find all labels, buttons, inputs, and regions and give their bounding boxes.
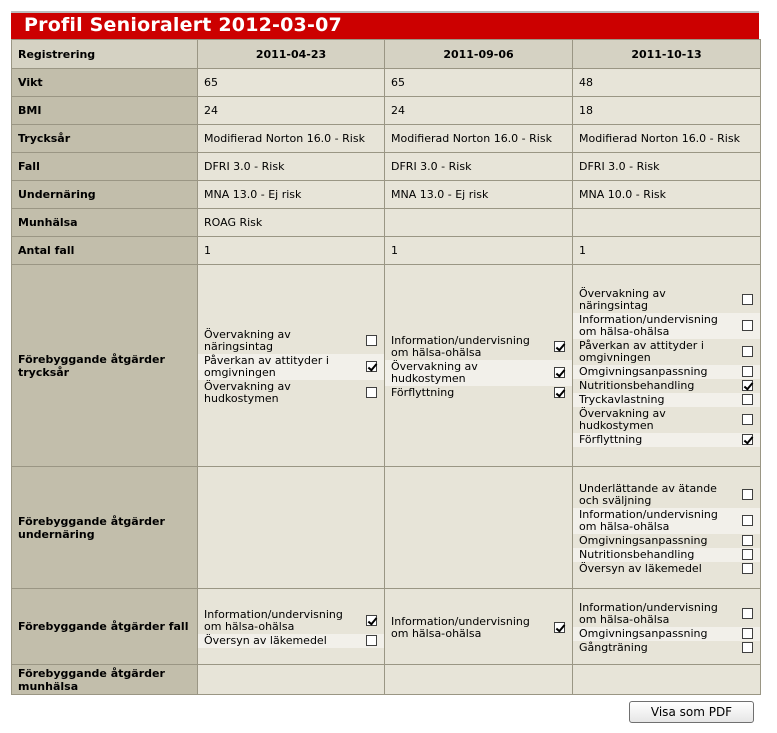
measure-checkbox[interactable] <box>742 346 753 357</box>
row-vikt <box>12 69 761 97</box>
measure-list <box>204 326 378 406</box>
measure-checkbox[interactable] <box>742 515 753 526</box>
row-antal-fall <box>12 237 761 265</box>
cell-value <box>385 209 573 237</box>
measure-checkbox[interactable] <box>742 294 753 305</box>
row-label: BMI <box>12 97 198 125</box>
measure-item <box>391 386 566 400</box>
profile-table <box>11 39 761 695</box>
measure-label: Tryckavlastning <box>579 392 665 406</box>
cell-value: 48 <box>573 69 761 97</box>
measure-list <box>391 679 566 681</box>
measure-label: Omgivningsanpassning <box>579 364 708 378</box>
measure-label: Omgivningsanpassning <box>579 626 708 640</box>
measure-checkbox[interactable] <box>742 535 753 546</box>
row-bmi <box>12 97 761 125</box>
measure-checkbox[interactable] <box>366 615 377 626</box>
header-registration: Registrering <box>12 40 198 69</box>
measures-cell <box>198 467 385 589</box>
measure-list <box>579 599 754 655</box>
row-measures-fall <box>12 589 761 665</box>
cell-value: Modifierad Norton 16.0 - Risk <box>573 125 761 153</box>
row-label: Fall <box>12 153 198 181</box>
header-date-2: 2011-09-06 <box>385 40 573 69</box>
measure-checkbox[interactable] <box>742 628 753 639</box>
measure-item <box>204 380 378 406</box>
measure-item <box>204 328 378 354</box>
measure-item <box>198 354 384 380</box>
cell-value: MNA 10.0 - Risk <box>573 181 761 209</box>
measure-item <box>579 287 754 313</box>
measure-checkbox[interactable] <box>742 394 753 405</box>
measures-cell <box>573 589 761 665</box>
measure-item <box>573 313 760 339</box>
row-undernaring <box>12 181 761 209</box>
row-label: Undernäring <box>12 181 198 209</box>
measure-item <box>579 407 754 433</box>
measure-list <box>391 527 566 529</box>
row-label: Trycksår <box>12 125 198 153</box>
measure-item <box>573 433 760 447</box>
row-label: Förebyggande åtgärder trycksår <box>12 265 198 467</box>
measures-cell <box>385 665 573 695</box>
measure-item <box>391 334 566 360</box>
measure-checkbox[interactable] <box>554 367 565 378</box>
row-label: Antal fall <box>12 237 198 265</box>
measures-cell <box>385 589 573 665</box>
cell-value: 1 <box>573 237 761 265</box>
measure-checkbox[interactable] <box>554 622 565 633</box>
measure-item <box>573 508 760 534</box>
measure-list <box>579 679 754 681</box>
measure-label: Övervakning av näringsintag <box>204 327 291 353</box>
cell-value: DFRI 3.0 - Risk <box>198 153 385 181</box>
measure-checkbox[interactable] <box>742 434 753 445</box>
header-date-1: 2011-04-23 <box>198 40 385 69</box>
measure-checkbox[interactable] <box>742 489 753 500</box>
row-measures-munhalsa <box>12 665 761 695</box>
row-label: Vikt <box>12 69 198 97</box>
measure-item <box>198 634 384 648</box>
cell-value: 24 <box>385 97 573 125</box>
measure-label: Översyn av läkemedel <box>204 633 327 647</box>
measure-list <box>204 606 378 648</box>
measure-label: Övervakning av hudkostymen <box>204 379 291 405</box>
row-trycksar <box>12 125 761 153</box>
measure-item <box>579 534 754 548</box>
measure-list <box>579 285 754 447</box>
measure-label: Information/undervisning om hälsa-ohälsa <box>391 614 530 640</box>
measures-cell <box>573 467 761 589</box>
measure-label: Övervakning av hudkostymen <box>391 359 478 385</box>
cell-value: 65 <box>198 69 385 97</box>
measure-checkbox[interactable] <box>742 366 753 377</box>
measure-item <box>579 482 754 508</box>
measure-label: Nutritionsbehandling <box>579 547 695 561</box>
measure-label: Påverkan av attityder i omgivningen <box>204 353 329 379</box>
measure-checkbox[interactable] <box>366 335 377 346</box>
row-label: Förebyggande åtgärder undernäring <box>12 467 198 589</box>
cell-value: MNA 13.0 - Ej risk <box>385 181 573 209</box>
measure-checkbox[interactable] <box>742 320 753 331</box>
measure-checkbox[interactable] <box>742 642 753 653</box>
row-fall <box>12 153 761 181</box>
measure-item <box>579 379 754 393</box>
cell-value <box>573 209 761 237</box>
measure-label: Övervakning av hudkostymen <box>579 406 666 432</box>
cell-value: Modifierad Norton 16.0 - Risk <box>198 125 385 153</box>
measure-label: Förflyttning <box>391 385 455 399</box>
measure-label: Omgivningsanpassning <box>579 533 708 547</box>
measure-checkbox[interactable] <box>742 549 753 560</box>
measure-label: Underlättande av ätande och sväljning <box>579 481 717 507</box>
measure-item <box>573 393 760 407</box>
measure-item <box>573 627 760 641</box>
measures-cell <box>573 265 761 467</box>
cell-value: 65 <box>385 69 573 97</box>
row-label: Munhälsa <box>12 209 198 237</box>
measure-label: Information/undervisning om hälsa-ohälsa <box>579 600 718 626</box>
cell-value: ROAG Risk <box>198 209 385 237</box>
measure-checkbox[interactable] <box>366 635 377 646</box>
cell-value: MNA 13.0 - Ej risk <box>198 181 385 209</box>
cell-value: 1 <box>385 237 573 265</box>
cell-value: 18 <box>573 97 761 125</box>
measure-checkbox[interactable] <box>554 387 565 398</box>
measures-cell <box>573 665 761 695</box>
show-pdf-button[interactable]: Visa som PDF <box>629 701 754 723</box>
measure-item <box>204 608 378 634</box>
measure-checkbox[interactable] <box>742 414 753 425</box>
row-munhalsa <box>12 209 761 237</box>
measure-label: Information/undervisning om hälsa-ohälsa <box>391 333 530 359</box>
measure-item <box>579 562 754 576</box>
measure-checkbox[interactable] <box>366 387 377 398</box>
measure-list <box>204 679 378 681</box>
measure-item <box>573 365 760 379</box>
measure-label: Nutritionsbehandling <box>579 378 695 392</box>
measure-item <box>391 615 566 641</box>
measure-checkbox[interactable] <box>554 341 565 352</box>
measure-item <box>579 601 754 627</box>
cell-value: Modifierad Norton 16.0 - Risk <box>385 125 573 153</box>
measures-cell <box>385 265 573 467</box>
measures-cell <box>198 665 385 695</box>
measure-list <box>391 332 566 400</box>
measures-cell <box>198 589 385 665</box>
measure-label: Information/undervisning om hälsa-ohälsa <box>579 507 718 533</box>
page-title: Profil Senioralert 2012-03-07 <box>24 14 342 36</box>
row-measures-trycksar <box>12 265 761 467</box>
measure-label: Påverkan av attityder i omgivningen <box>579 338 704 364</box>
measure-label: Information/undervisning om hälsa-ohälsa <box>579 312 718 338</box>
row-label: Förebyggande åtgärder munhälsa <box>12 665 198 695</box>
measure-checkbox[interactable] <box>742 608 753 619</box>
measure-label: Gångträning <box>579 640 648 654</box>
row-measures-undernaring <box>12 467 761 589</box>
measure-item <box>579 641 754 655</box>
measures-cell <box>385 467 573 589</box>
measure-checkbox[interactable] <box>742 563 753 574</box>
measure-label: Förflyttning <box>579 432 643 446</box>
measure-label: Information/undervisning om hälsa-ohälsa <box>204 607 343 633</box>
measure-label: Övervakning av näringsintag <box>579 286 666 312</box>
measure-checkbox[interactable] <box>742 380 753 391</box>
measures-cell <box>198 265 385 467</box>
measure-label: Översyn av läkemedel <box>579 561 702 575</box>
measure-item <box>385 360 572 386</box>
measure-item <box>579 339 754 365</box>
measure-list <box>579 480 754 576</box>
title-bar <box>11 11 759 39</box>
measure-list <box>204 527 378 529</box>
cell-value: DFRI 3.0 - Risk <box>385 153 573 181</box>
header-date-3: 2011-10-13 <box>573 40 761 69</box>
measure-list <box>391 613 566 641</box>
cell-value: 24 <box>198 97 385 125</box>
measure-checkbox[interactable] <box>366 361 377 372</box>
cell-value: 1 <box>198 237 385 265</box>
cell-value: DFRI 3.0 - Risk <box>573 153 761 181</box>
row-label: Förebyggande åtgärder fall <box>12 589 198 665</box>
measure-item <box>573 548 760 562</box>
